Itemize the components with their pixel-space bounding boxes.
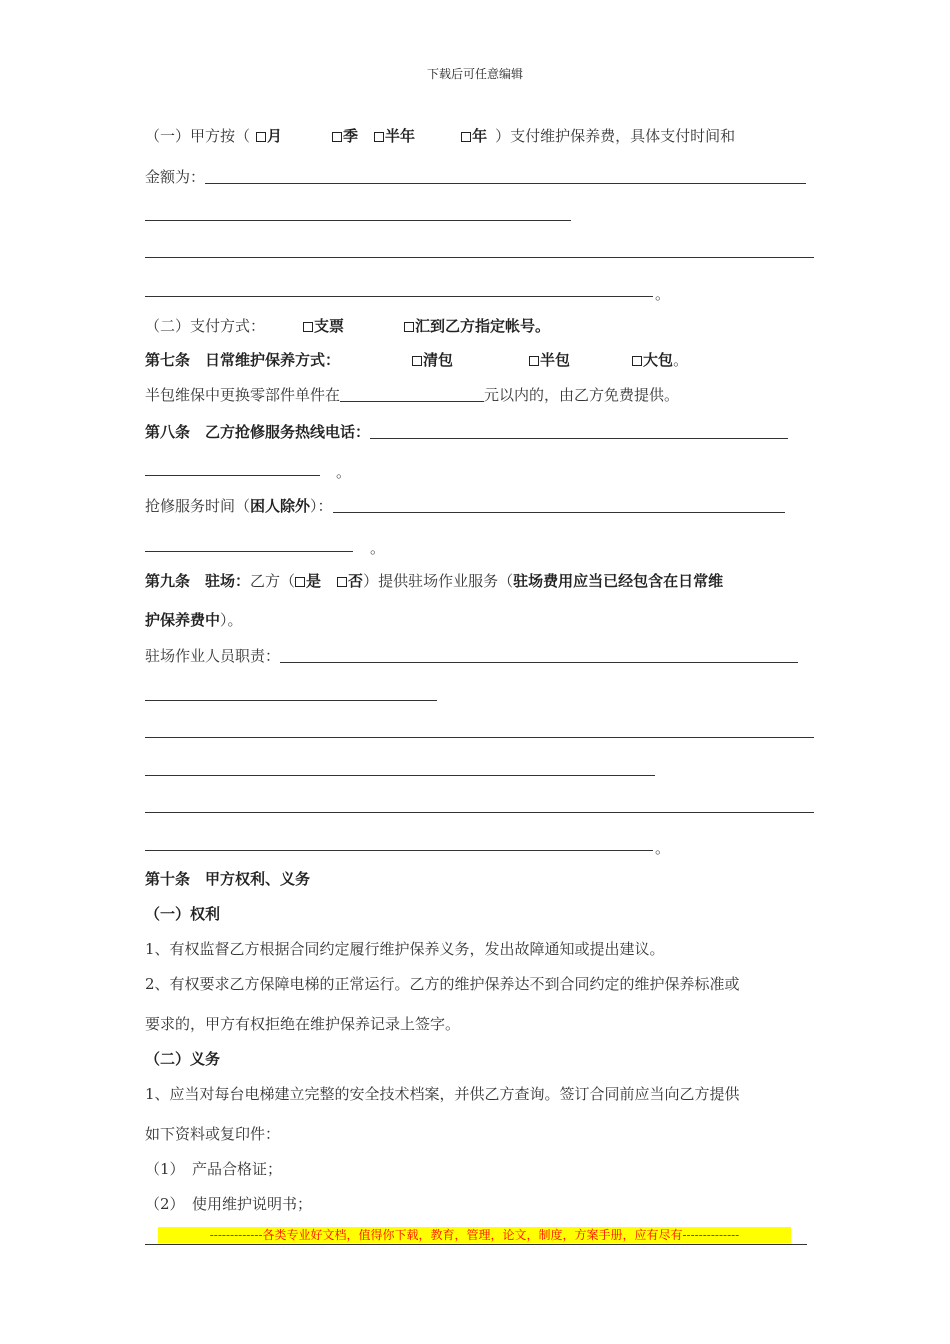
footer-banner: -------------各类专业好文档，值得你下载，教育，管理，论文，制度，方案手册，应有尽有-------------- [158,1227,791,1243]
text: 抢修服务时间（ [145,497,251,515]
payment-method-label: （二）支付方式： [145,317,266,335]
option-transfer-label: 汇到乙方指定帐号。 [415,317,551,335]
duties-subitem-1: （1） 产品合格证； [145,1160,283,1178]
option-full-package-label: 大包 [643,351,674,369]
half-package-line [145,384,679,406]
rights-item-2-cont: 要求的，甲方有权拒绝在维护保养记录上签字。 [145,1015,461,1033]
period: 。 [655,285,671,303]
blank-line[interactable] [145,850,653,851]
article-10-title: 第十条 甲方权利、义务 [145,870,311,888]
checkbox-quarter[interactable] [332,132,342,142]
article-7-line [145,349,688,371]
text: 。 [673,351,689,369]
blank-line[interactable] [145,812,814,813]
article-9-title: 第九条 驻场： [145,572,251,590]
blank-line[interactable] [145,296,653,297]
checkbox-cheque[interactable] [303,322,313,332]
hotline-blank[interactable] [370,423,788,439]
text: 困人除外 [250,497,311,515]
rights-item-2: 2、有权要求乙方保障电梯的正常运行。乙方的维护保养达不到合同约定的维护保养标准或 [145,975,740,993]
duties-heading: （二）义务 [145,1050,221,1068]
page-header: 下载后可任意编辑 [426,67,523,81]
text: 驻场费用应当已经包含在日常维 [513,572,724,590]
staff-duty-line [145,645,798,667]
option-yes-label: 是 [306,572,322,590]
text: ）。 [220,611,243,629]
amount-label: 金额为： [145,168,206,186]
staff-duty-blank[interactable] [280,647,798,663]
option-quarter-label: 季 [343,127,359,145]
amount-blank[interactable] [205,168,806,184]
checkbox-month[interactable] [256,132,266,142]
option-month-label: 月 [267,127,283,145]
checkbox-half-package[interactable] [529,356,539,366]
text: 半包维保中更换零部件单件在 [145,386,341,404]
checkbox-transfer[interactable] [404,322,414,332]
blank-line[interactable] [145,220,571,221]
repair-time-line [145,495,785,517]
period: 。 [336,463,352,481]
staff-duty-label: 驻场作业人员职责： [145,647,281,665]
duties-item-1: 1、应当对每台电梯建立完整的安全技术档案，并供乙方查询。签订合同前应当向乙方提供 [145,1085,740,1103]
duties-item-1-cont: 如下资料或复印件： [145,1125,281,1143]
repair-time-blank[interactable] [333,497,785,513]
amount-line [145,166,806,188]
blank-line[interactable] [145,551,353,552]
article-8-line [145,421,788,443]
article-7-title: 第七条 日常维护保养方式： [145,351,341,369]
checkbox-year[interactable] [461,132,471,142]
text: ）支付维护保养费，具体支付时间和 [495,127,736,145]
period: 。 [655,839,671,857]
option-cheque-label: 支票 [314,317,345,335]
text: 护保养费中 [145,611,221,629]
checkbox-no[interactable] [337,577,347,587]
article-9-line [145,570,723,592]
payment-period-line [145,125,735,147]
duties-subitem-2: （2） 使用维护说明书； [145,1195,313,1213]
checkbox-yes[interactable] [295,577,305,587]
blank-line[interactable] [145,700,437,701]
payment-method-line [145,315,550,337]
article-9-line-cont [145,609,243,631]
checkbox-full-package[interactable] [632,356,642,366]
blank-line[interactable] [145,737,814,738]
option-half-year-label: 半年 [385,127,416,145]
blank-line[interactable] [145,775,655,776]
option-year-label: 年 [472,127,488,145]
text: 元以内的，由乙方免费提供。 [484,386,680,404]
text: ）提供驻场作业服务（ [363,572,514,590]
text: ）： [310,497,333,515]
checkbox-half-year[interactable] [374,132,384,142]
rights-heading: （一）权利 [145,905,221,923]
option-no-label: 否 [348,572,364,590]
text: 乙方（ [250,572,296,590]
blank-line[interactable] [145,475,320,476]
article-8-title: 第八条 乙方抢修服务热线电话： [145,423,371,441]
text: （一）甲方按（ [145,127,251,145]
checkbox-clear-package[interactable] [412,356,422,366]
footer-divider [145,1244,807,1245]
option-half-package-label: 半包 [540,351,571,369]
period: 。 [370,539,386,557]
rights-item-1: 1、有权监督乙方根据合同约定履行维护保养义务，发出故障通知或提出建议。 [145,940,665,958]
option-clear-package-label: 清包 [423,351,454,369]
blank-line[interactable] [145,257,814,258]
amount-limit-blank[interactable] [340,386,484,402]
